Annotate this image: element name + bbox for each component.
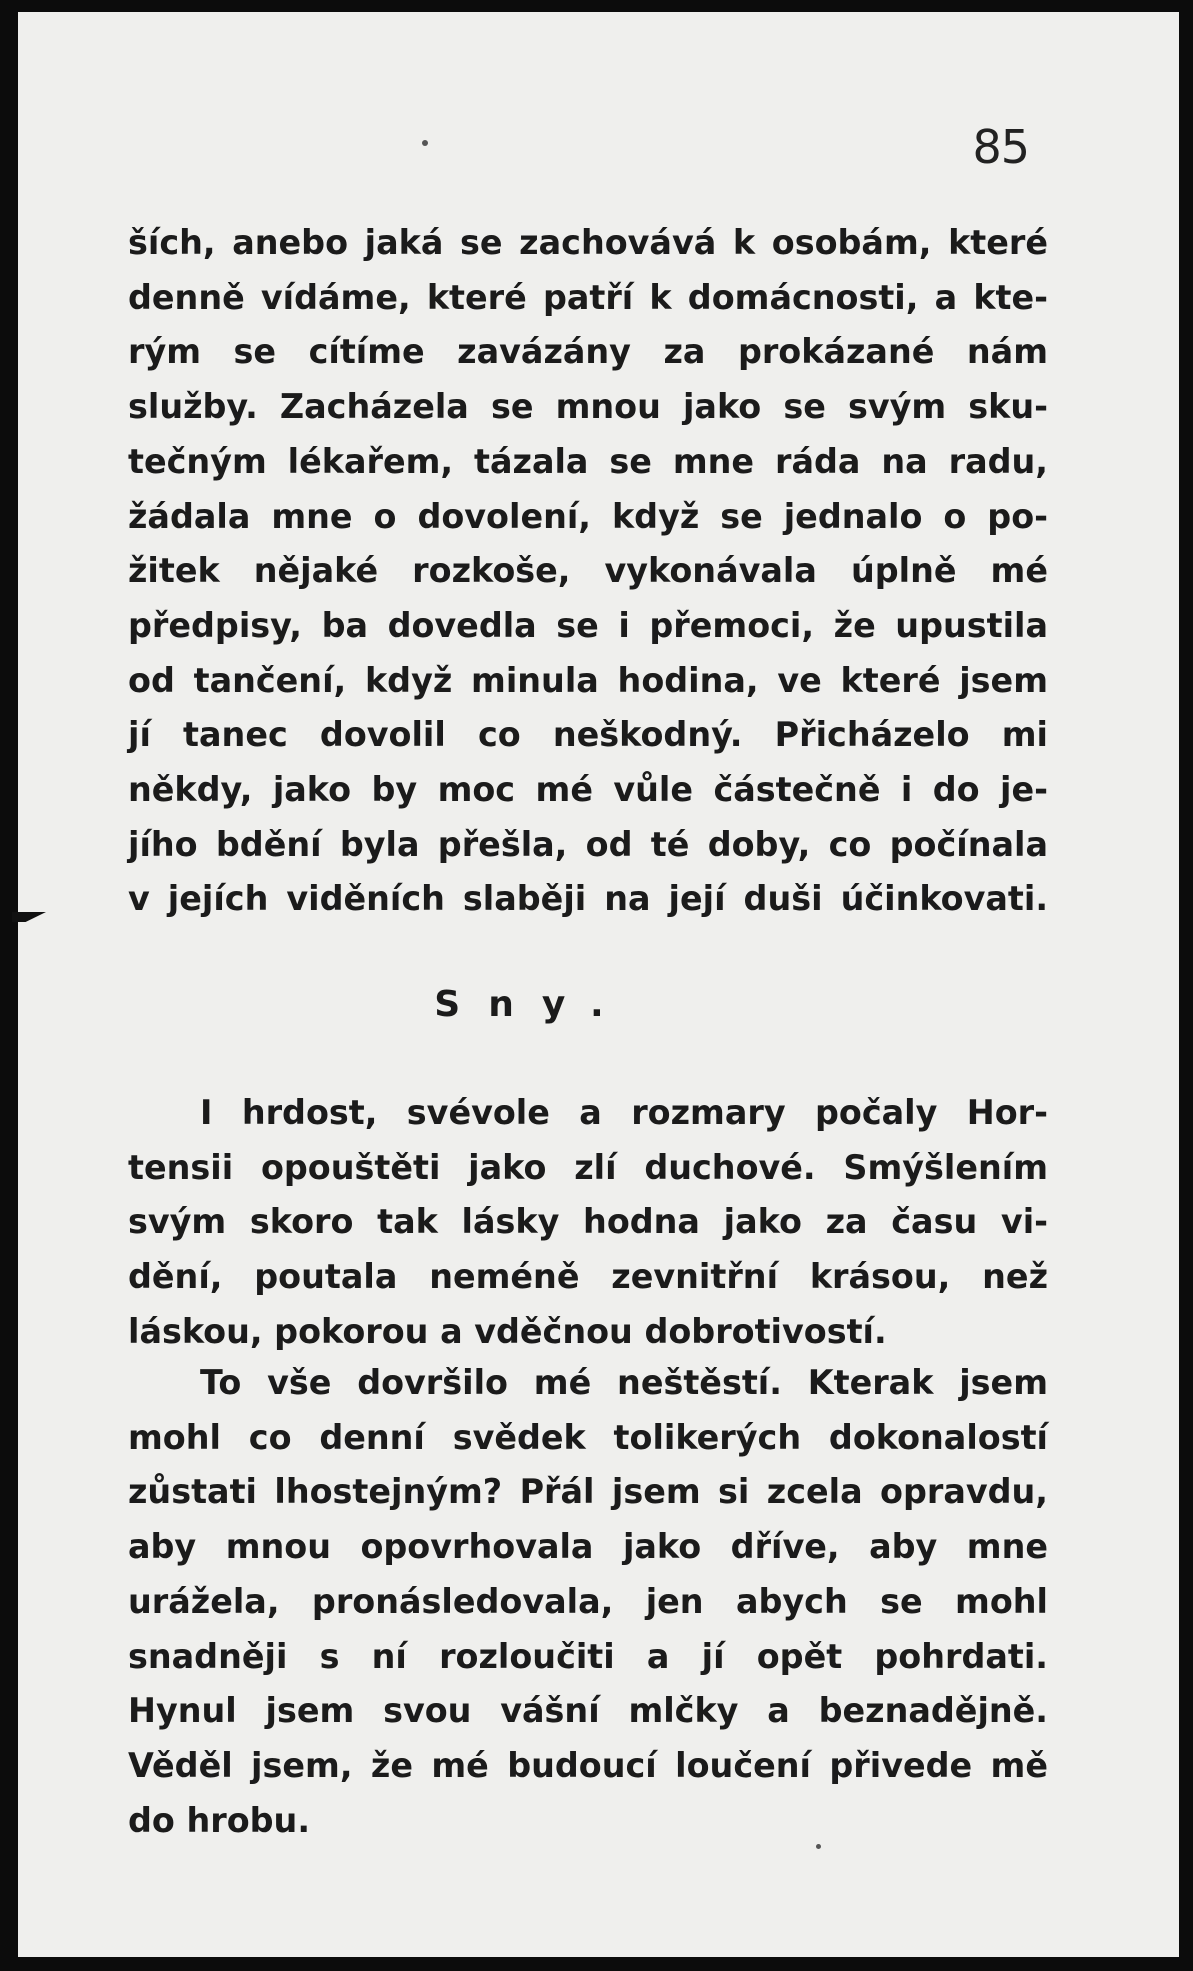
text-line: I hrdost, svévole a rozmary počaly Hor-: [200, 1093, 1048, 1132]
section-heading: Sny.: [434, 984, 632, 1025]
text-line: žádala mne o dovolení, když se jednalo o po-: [128, 496, 1048, 536]
text-line: aby mnou opovrhovala jako dříve, aby mne: [128, 1527, 1048, 1567]
text-line: mohl co denní svědek tolikerých dokonalostí: [128, 1417, 1048, 1457]
text-line: někdy, jako by moc mé vůle částečně i do je-: [128, 770, 1048, 810]
text-line: dění, poutala neméně zevnitřní krásou, než: [128, 1257, 1048, 1297]
text-line: snadněji s ní rozloučiti a jí opět pohrdati.: [128, 1636, 1048, 1676]
text-line: od tančení, když minula hodina, ve které jsem: [128, 660, 1048, 700]
text-line: do hrobu.: [128, 1800, 311, 1840]
text-line: zůstati lhostejným? Přál jsem si zcela opravdu,: [128, 1472, 1048, 1512]
paragraph-2: [128, 1086, 1048, 1360]
text-line: ších, anebo jaká se zachovává k osobám, které: [128, 223, 1048, 262]
text-line: Hynul jsem svou vášní mlčky a beznadějně.: [128, 1691, 1048, 1731]
text-line: tensii opouštěti jako zlí duchové. Smýšlením: [128, 1147, 1048, 1187]
text-line: předpisy, ba dovedla se i přemoci, že upustila: [128, 605, 1048, 645]
text-line: jí tanec dovolil co neškodný. Přicházelo mi: [128, 715, 1048, 755]
text-line: To vše dovršilo mé neštěstí. Kterak jsem: [200, 1363, 1048, 1402]
text-line: Věděl jsem, že mé budoucí loučení přivede mě: [128, 1745, 1048, 1785]
text-line: v jejích viděních slaběji na její duši účinkovati.: [128, 879, 1048, 919]
text-line: jího bdění byla přešla, od té doby, co počínala: [128, 824, 1048, 864]
book-page: [18, 12, 1179, 1957]
text-line: rým se cítíme zavázány za prokázané nám: [128, 332, 1048, 372]
text-line: denně vídáme, které patří k domácnosti, a kte-: [128, 277, 1048, 317]
text-line: žitek nějaké rozkoše, vykonávala úplně mé: [128, 551, 1048, 591]
text-line: tečným lékařem, tázala se mne ráda na radu,: [128, 441, 1048, 481]
paragraph-1: [128, 216, 1048, 927]
text-line: služby. Zacházela se mnou jako se svým sku-: [128, 387, 1048, 427]
text-line: svým skoro tak lásky hodna jako za času vi-: [128, 1202, 1048, 1242]
page-number: 85: [972, 120, 1029, 174]
page-edge-mark: [12, 912, 46, 922]
text-line: láskou, pokorou a vděčnou dobrotivostí.: [128, 1311, 887, 1351]
paper-speck: [422, 140, 428, 146]
text-line: urážela, pronásledovala, jen abych se mohl: [128, 1581, 1048, 1621]
paragraph-3: [128, 1356, 1048, 1848]
